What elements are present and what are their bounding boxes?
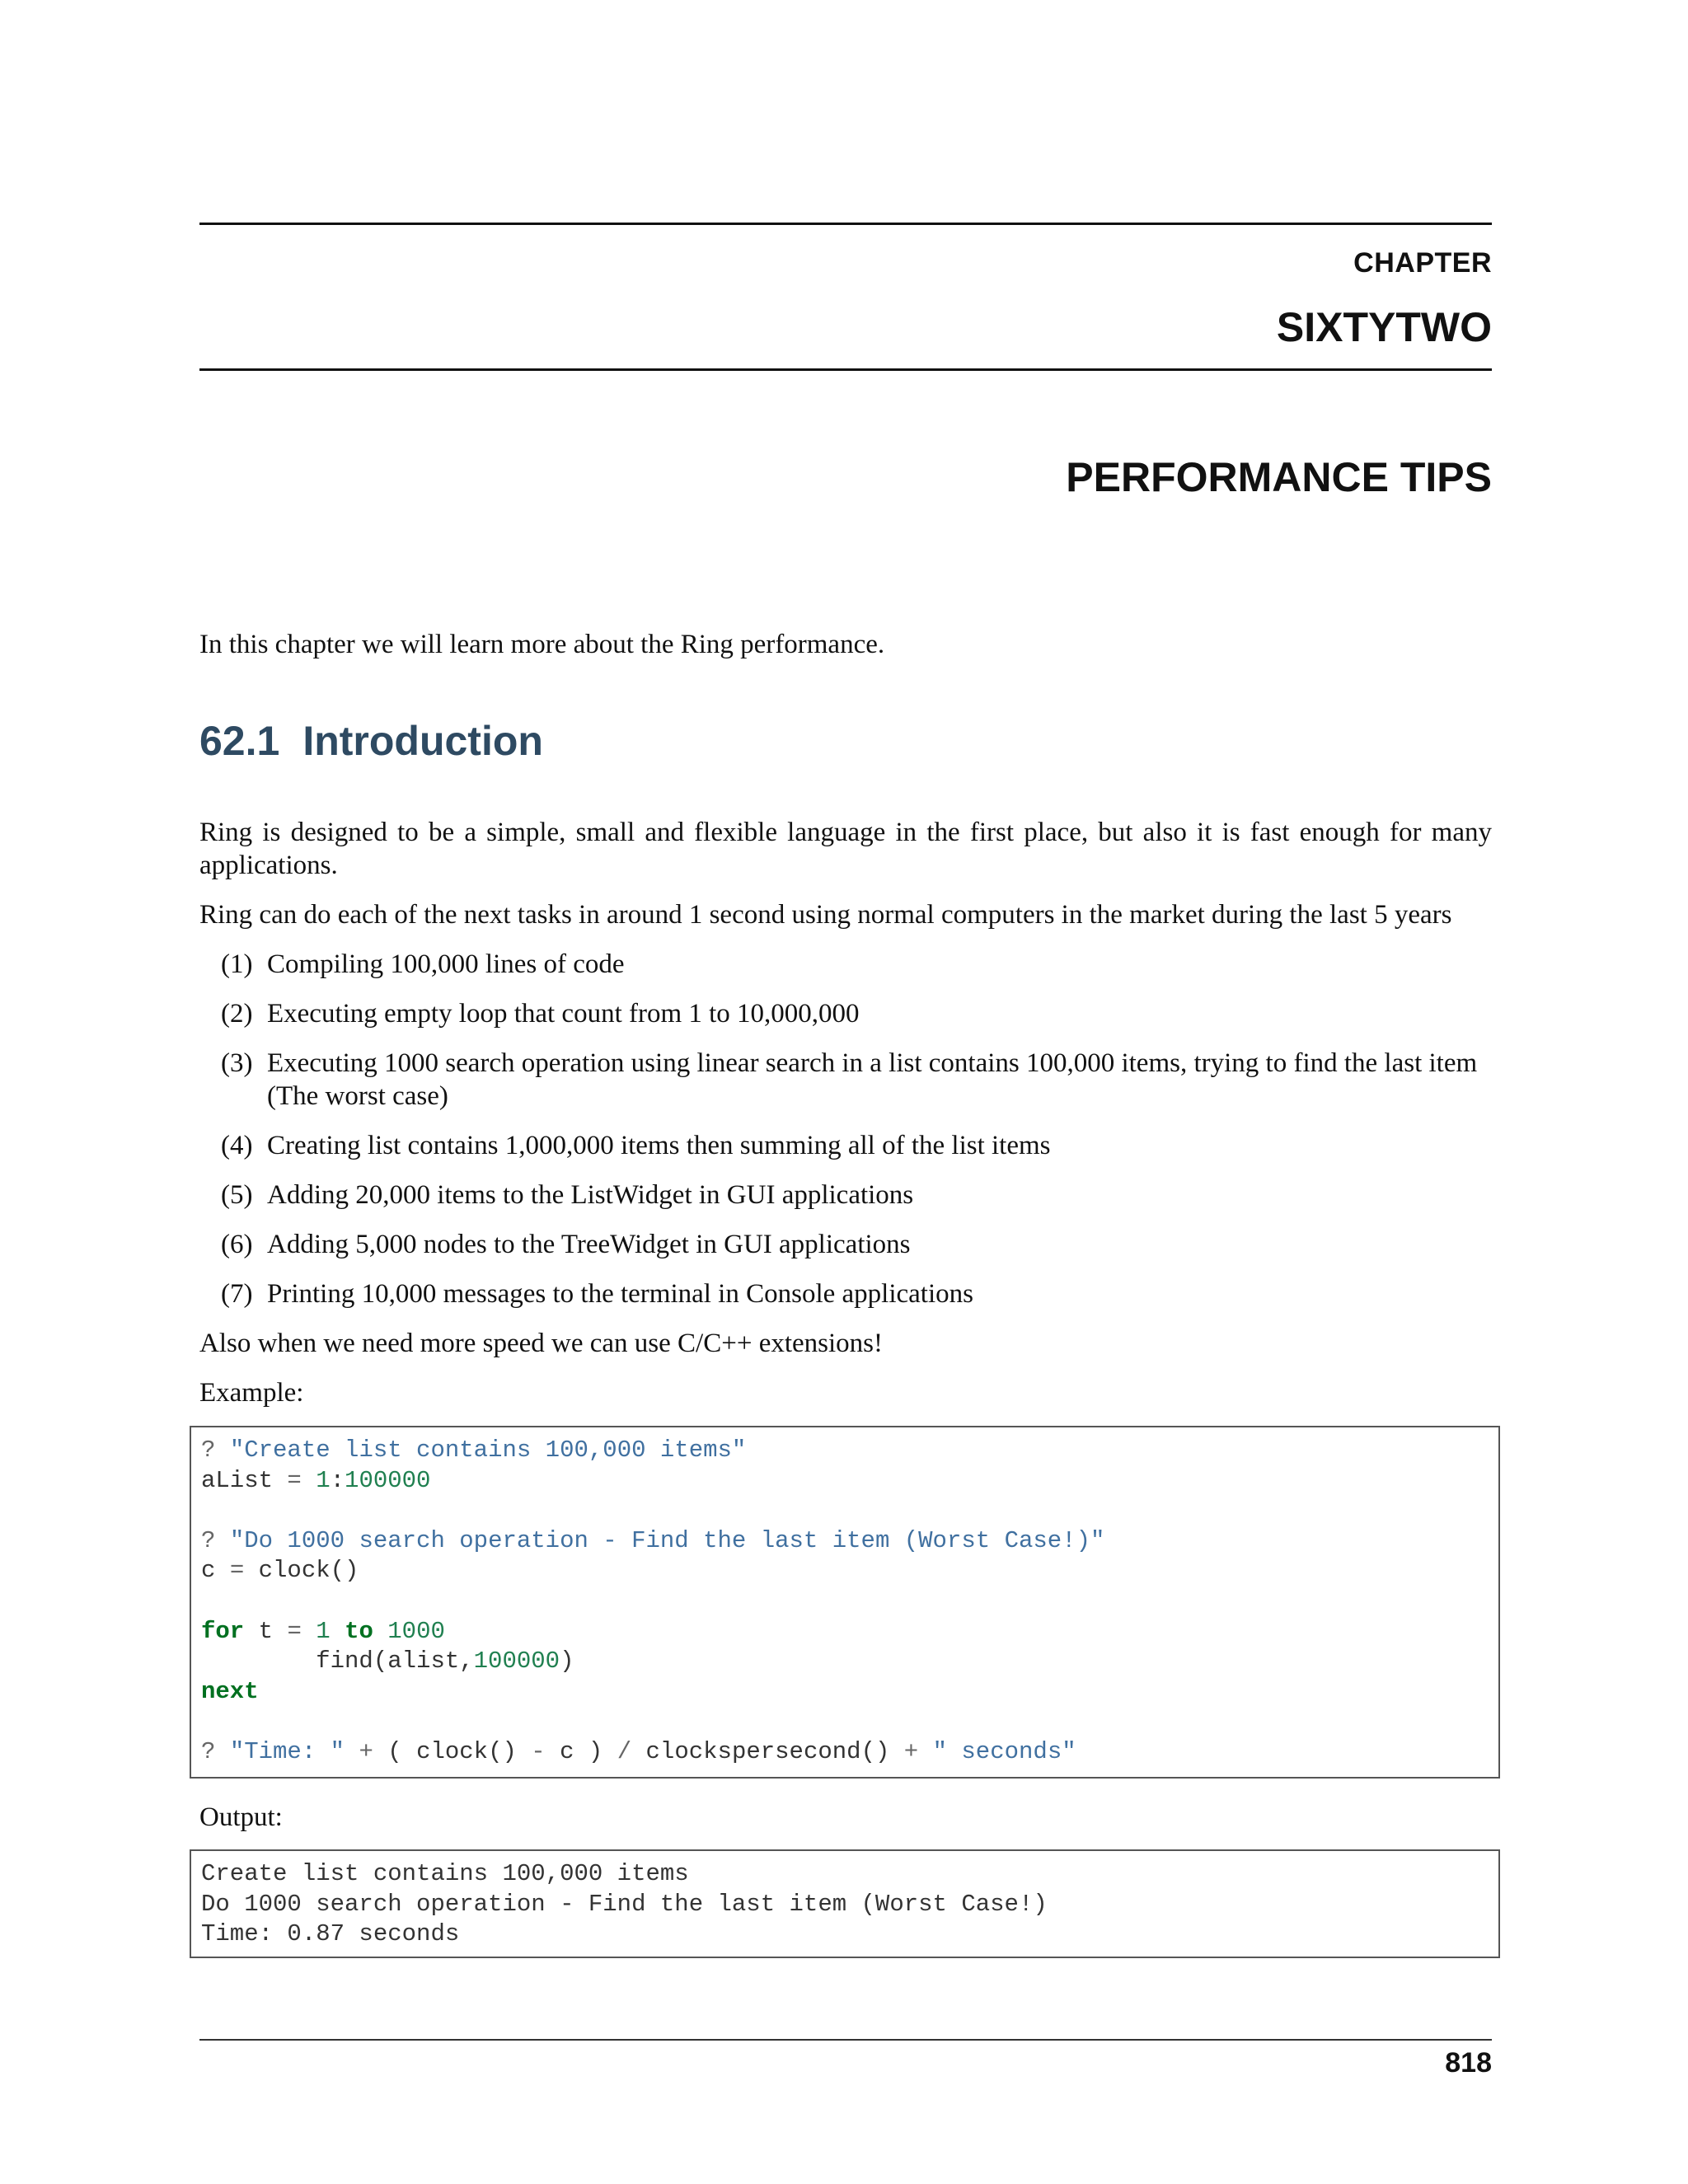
section-number: 62.1: [199, 718, 280, 764]
code-token: ?: [201, 1526, 230, 1554]
section-heading: [199, 717, 543, 765]
output-line: Do 1000 search operation - Find the last item (Worst Case!): [201, 1890, 1048, 1918]
code-line: [201, 1677, 1489, 1708]
code-token: " seconds": [932, 1737, 1076, 1765]
code-token: =: [287, 1466, 302, 1494]
list-item: [221, 1228, 1492, 1261]
list-item: [221, 1277, 1492, 1310]
code-line: [201, 1496, 1489, 1526]
code-token: "Create list contains 100,000 items": [229, 1436, 747, 1464]
code-token: ): [560, 1647, 574, 1675]
code-line: [201, 1586, 1489, 1617]
section-title: Introduction: [302, 718, 543, 764]
code-token: next: [201, 1677, 259, 1705]
code-line: [201, 1526, 1489, 1557]
code-line: [201, 1436, 1489, 1466]
code-token: aList: [201, 1466, 288, 1494]
intro-paragraph: In this chapter we will learn more about the Ring performance.: [199, 630, 885, 659]
code-token: ( clock(): [373, 1737, 532, 1765]
code-token: 100000: [345, 1466, 431, 1494]
code-token: find(alist,: [201, 1647, 474, 1675]
code-example-block: [190, 1426, 1500, 1779]
code-token: 1: [316, 1466, 331, 1494]
code-token: c: [201, 1557, 230, 1585]
code-token: 1000: [387, 1617, 445, 1645]
output-line: Time: 0.87 seconds: [201, 1920, 460, 1948]
code-token: clockspersecond(): [631, 1737, 904, 1765]
list-item-text: Compiling 100,000 lines of code: [267, 949, 625, 979]
code-token: [918, 1738, 932, 1765]
code-token: c ): [545, 1737, 617, 1765]
code-line: [201, 1556, 1489, 1586]
output-label: Output:: [199, 1802, 283, 1832]
code-token: =: [229, 1557, 245, 1585]
code-token: +: [903, 1737, 919, 1765]
code-token: [345, 1738, 359, 1765]
list-item-text: Creating list contains 1,000,000 items then summing all of the list items: [267, 1131, 1051, 1160]
code-token: [302, 1618, 316, 1645]
code-line: [201, 1707, 1489, 1737]
list-item: [221, 997, 1492, 1030]
code-token: /: [617, 1737, 632, 1765]
list-item-marker: (1): [221, 949, 253, 979]
code-token: :: [330, 1466, 345, 1494]
paragraph-tasks-intro: Ring can do each of the next tasks in around 1 second using normal computers in the market during the last 5 years: [199, 900, 1452, 930]
code-token: 100000: [473, 1647, 560, 1675]
task-list: [221, 948, 1492, 1327]
chapter-bottom-rule: [199, 368, 1492, 371]
list-item-text: Executing empty loop that count from 1 to 10,000,000: [267, 999, 860, 1029]
code-token: [331, 1618, 345, 1645]
list-item: [221, 1179, 1492, 1212]
example-label: Example:: [199, 1378, 304, 1408]
code-token: =: [287, 1617, 302, 1645]
output-line: Create list contains 100,000 items: [201, 1860, 689, 1887]
code-token: +: [359, 1737, 373, 1765]
chapter-number: SIXTYTWO: [1276, 304, 1492, 350]
code-line: [201, 1617, 1489, 1647]
code-token: ?: [201, 1436, 230, 1464]
code-token: ?: [201, 1737, 230, 1765]
code-token: to: [345, 1617, 373, 1645]
code-line: [201, 1737, 1489, 1768]
list-item-text: Adding 5,000 nodes to the TreeWidget in GUI applications: [267, 1230, 911, 1259]
list-item-marker: (5): [221, 1180, 253, 1210]
list-item-text: Executing 1000 search operation using linear search in a list contains 100,000 items, trying to find the last item (The worst case): [267, 1048, 1478, 1111]
code-line: [201, 1647, 1489, 1677]
list-item-text: Adding 20,000 items to the ListWidget in GUI applications: [267, 1180, 914, 1210]
footer-rule: [199, 2039, 1492, 2041]
code-token: clock(): [244, 1557, 359, 1585]
code-token: 1: [316, 1617, 331, 1645]
code-token: [302, 1467, 316, 1494]
code-line: [201, 1466, 1489, 1497]
list-item: [221, 1129, 1492, 1162]
list-item-marker: (7): [221, 1279, 253, 1309]
chapter-top-rule: [199, 223, 1492, 225]
code-token: t: [244, 1617, 288, 1645]
list-item-marker: (3): [221, 1048, 253, 1078]
code-token: for: [201, 1617, 245, 1645]
chapter-title: PERFORMANCE TIPS: [1066, 454, 1492, 500]
code-token: "Do 1000 search operation - Find the last item (Worst Case!)": [229, 1526, 1105, 1554]
list-item: [221, 948, 1492, 981]
chapter-label: CHAPTER: [1353, 247, 1492, 279]
code-token: "Time: ": [229, 1737, 345, 1765]
list-item-marker: (4): [221, 1131, 253, 1160]
list-item-marker: (2): [221, 999, 253, 1029]
paragraph-design: Ring is designed to be a simple, small and flexible language in the first place, but also it is fast enough for many applications.: [199, 818, 1492, 880]
code-token: -: [531, 1737, 546, 1765]
paragraph-extensions: Also when we need more speed we can use C/C++ extensions!: [199, 1329, 884, 1358]
code-token: [373, 1618, 387, 1645]
list-item-marker: (6): [221, 1230, 253, 1259]
code-output-block: [190, 1849, 1500, 1958]
list-item: [221, 1047, 1492, 1113]
page-number: 818: [1445, 2047, 1492, 2079]
list-item-text: Printing 10,000 messages to the terminal in Console applications: [267, 1279, 973, 1309]
